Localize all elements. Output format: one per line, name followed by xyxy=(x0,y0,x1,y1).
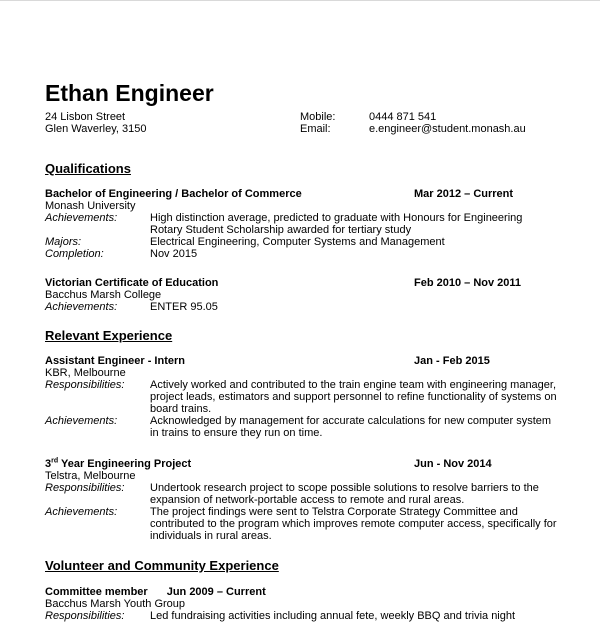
field-value: Actively worked and contributed to the train engine team with engineering manager, project leads, estimators and support personnel to refine functionality of systems on board trains. xyxy=(150,379,557,415)
section-heading-qualifications: Qualifications xyxy=(45,161,131,176)
entry-field-majors xyxy=(45,236,585,248)
section-heading-volunteer: Volunteer and Community Experience xyxy=(45,558,279,573)
entry-field-responsibilities xyxy=(45,610,585,622)
entry-dates: Jan - Feb 2015 xyxy=(414,355,490,367)
field-label: Responsibilities: xyxy=(45,379,125,391)
field-label: Achievements: xyxy=(45,506,118,518)
entry-title: Victorian Certificate of Education xyxy=(45,277,219,289)
contact-label: Email: xyxy=(300,123,331,135)
contact-block xyxy=(300,111,585,135)
title-ordinal: rd xyxy=(51,457,59,465)
entry-dates: Mar 2012 – Current xyxy=(414,188,514,200)
entry-title xyxy=(45,458,191,470)
field-label: Completion: xyxy=(45,248,104,260)
entry-organization: Bacchus Marsh College xyxy=(45,289,162,301)
entry-field-achievements xyxy=(45,415,585,439)
field-label: Achievements: xyxy=(45,415,118,427)
volunteer-entry xyxy=(45,586,585,622)
experience-entry xyxy=(45,355,585,439)
field-label: Achievements: xyxy=(45,212,118,224)
entry-header xyxy=(45,458,585,470)
entry-field-responsibilities xyxy=(45,379,585,415)
email-address: e.engineer@student.monash.au xyxy=(369,123,526,135)
field-value-line: High distinction average, predicted to graduate with Honours for Engineering xyxy=(150,212,523,224)
field-label: Responsibilities: xyxy=(45,610,125,622)
experience-entry xyxy=(45,458,585,542)
field-label: Responsibilities: xyxy=(45,482,125,494)
entry-dates: Feb 2010 – Nov 2011 xyxy=(414,277,522,289)
entry-organization: Bacchus Marsh Youth Group xyxy=(45,598,186,610)
field-value xyxy=(150,212,560,236)
entry-role: Committee member xyxy=(45,586,148,598)
entry-title xyxy=(45,586,266,598)
entry-field-completion xyxy=(45,248,585,260)
entry-organization: Telstra, Melbourne xyxy=(45,470,136,482)
field-value: Led fundraising activities including annual fete, weekly BBQ and trivia night xyxy=(150,610,516,622)
address-block xyxy=(45,111,147,135)
qualification-entry xyxy=(45,188,585,260)
entry-header xyxy=(45,355,585,367)
field-value: Acknowledged by management for accurate calculations for new computer system in trains to ensure they run on time. xyxy=(150,415,552,439)
entry-field-achievements xyxy=(45,506,585,542)
title-number: 3 xyxy=(45,458,52,470)
address-line: Glen Waverley, 3150 xyxy=(45,123,147,135)
contact-row-email xyxy=(300,123,585,135)
entry-title: Bachelor of Engineering / Bachelor of Commerce xyxy=(45,188,302,200)
entry-header xyxy=(45,586,585,598)
entry-dates: Jun 2009 – Current xyxy=(166,586,266,598)
field-label: Achievements: xyxy=(45,301,118,313)
candidate-name: Ethan Engineer xyxy=(45,80,214,106)
page-top-border xyxy=(0,0,600,1)
entry-header xyxy=(45,188,585,200)
contact-label: Mobile: xyxy=(300,111,336,123)
address-line: 24 Lisbon Street xyxy=(45,111,126,123)
mobile-number: 0444 871 541 xyxy=(369,111,437,123)
entry-field-achievements xyxy=(45,212,585,236)
entry-title: Assistant Engineer - Intern xyxy=(45,355,185,367)
entry-dates: Jun - Nov 2014 xyxy=(414,458,492,470)
field-value: Undertook research project to scope possible solutions to resolve barriers to the expansion of network-portable access to remote and rural areas. xyxy=(150,482,539,506)
field-value: Electrical Engineering, Computer Systems and Management xyxy=(150,236,445,248)
title-text: Year Engineering Project xyxy=(58,458,192,470)
qualification-entry xyxy=(45,277,585,313)
field-value: Nov 2015 xyxy=(150,248,198,260)
entry-field-achievements xyxy=(45,301,585,313)
field-value: ENTER 95.05 xyxy=(150,301,218,313)
entry-organization: Monash University xyxy=(45,200,136,212)
field-value: The project findings were sent to Telstra Corporate Strategy Committee and contributed to the program which improves remote computer access, specifically for individuals in rural areas. xyxy=(150,506,557,542)
entry-field-responsibilities xyxy=(45,482,585,506)
field-value-line: Rotary Student Scholarship awarded for tertiary study xyxy=(150,224,412,236)
entry-header xyxy=(45,277,585,289)
contact-row-mobile xyxy=(300,111,585,123)
entry-organization: KBR, Melbourne xyxy=(45,367,126,379)
field-label: Majors: xyxy=(45,236,82,248)
section-heading-experience: Relevant Experience xyxy=(45,328,173,343)
